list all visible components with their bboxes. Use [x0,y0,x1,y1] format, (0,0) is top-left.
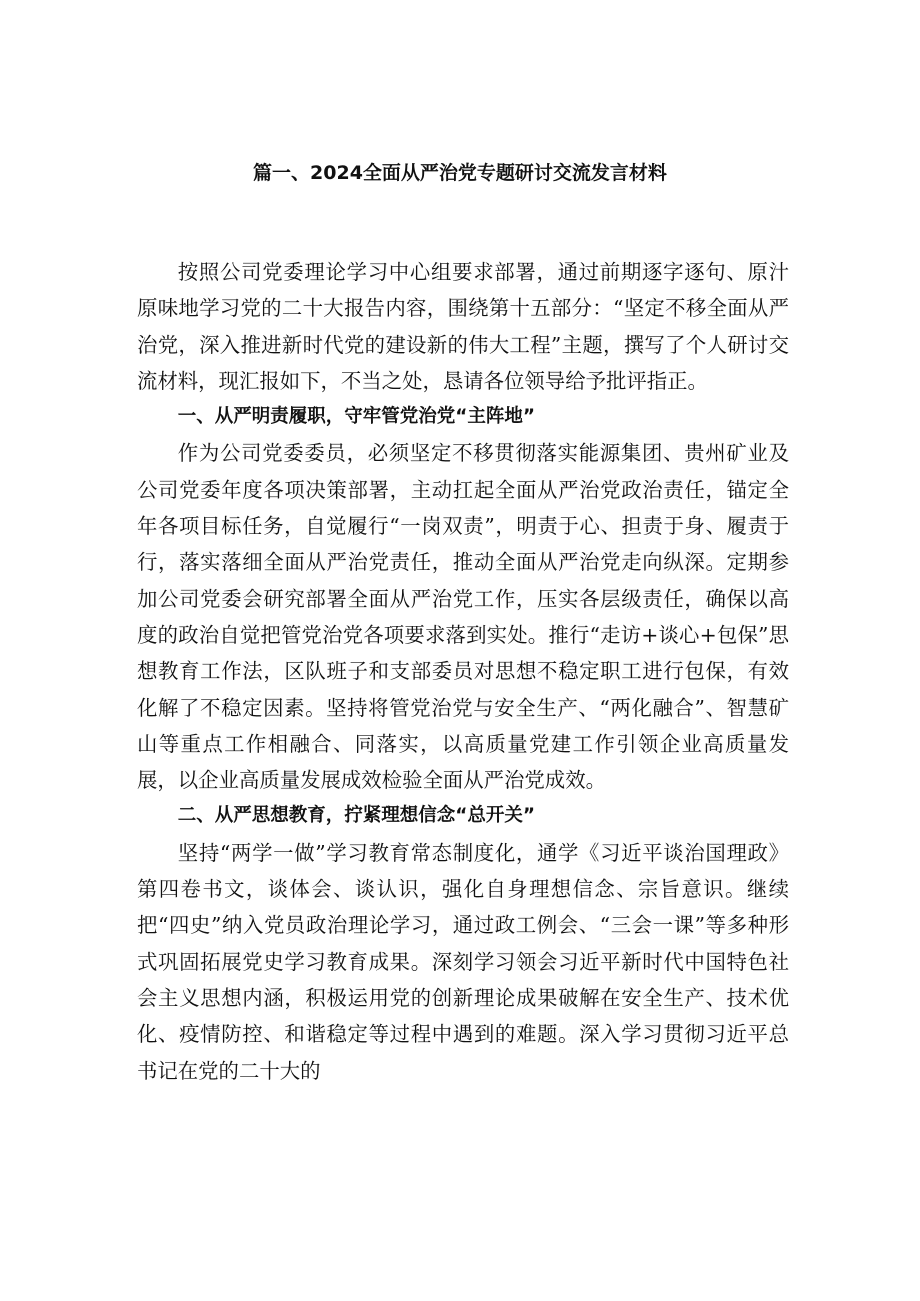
section-body-2: 坚持“两学一做”学习教育常态制度化，通学《习近平谈治国理政》第四卷书文，谈体会、谈认识，强化自身理想信念、宗旨意识。继续把“四史”纳入党员政治理论学习，通过政工例会、“三会一课”等多种形式巩固拓展党史学习教育成果。深刻学习领会习近平新时代中国特色社会主义思想内涵，积极运用党的创新理论成果破解在安全生产、技术优化、疫情防控、和谐稳定等过程中遇到的难题。深入学习贯彻习近平总书记在党的二十大的 [137,840,789,1083]
section-heading-2: 二、从严思想教育，拧紧理想信念“总开关” [177,805,536,827]
intro-paragraph: 按照公司党委理论学习中心组要求部署，通过前期逐字逐句、原汁原味地学习党的二十大报告内容，围绕第十五部分：“坚定不移全面从严治党，深入推进新时代党的建设新的伟大工程”主题，撰写了个人研讨交流材料，现汇报如下，不当之处，恳请各位领导给予批评指正。 [137,260,789,393]
document-title: 篇一、2024全面从严治党专题研讨交流发言材料 [253,162,667,184]
section-body-1: 作为公司党委委员，必须坚定不移贯彻落实能源集团、贵州矿业及公司党委年度各项决策部署，主动扛起全面从严治党政治责任，锚定全年各项目标任务，自觉履行“一岗双责”，明责于心、担责于身、履责于行，落实落细全面从严治党责任，推动全面从严治党走向纵深。定期参加公司党委会研究部署全面从严治党工作，压实各层级责任，确保以高度的政治自觉把管党治党各项要求落到实处。推行“走访+谈心+包保”思想教育工作法，区队班子和支部委员对思想不稳定职工进行包保，有效化解了不稳定因素。坚持将管党治党与安全生产、“两化融合”、智慧矿山等重点工作相融合、同落实，以高质量党建工作引领企业高质量发展，以企业高质量发展成效检验全面从严治党成效。 [137,441,789,793]
document-body [137,254,789,1089]
section-heading-1: 一、从严明责履职，守牢管党治党“主阵地” [177,406,536,428]
